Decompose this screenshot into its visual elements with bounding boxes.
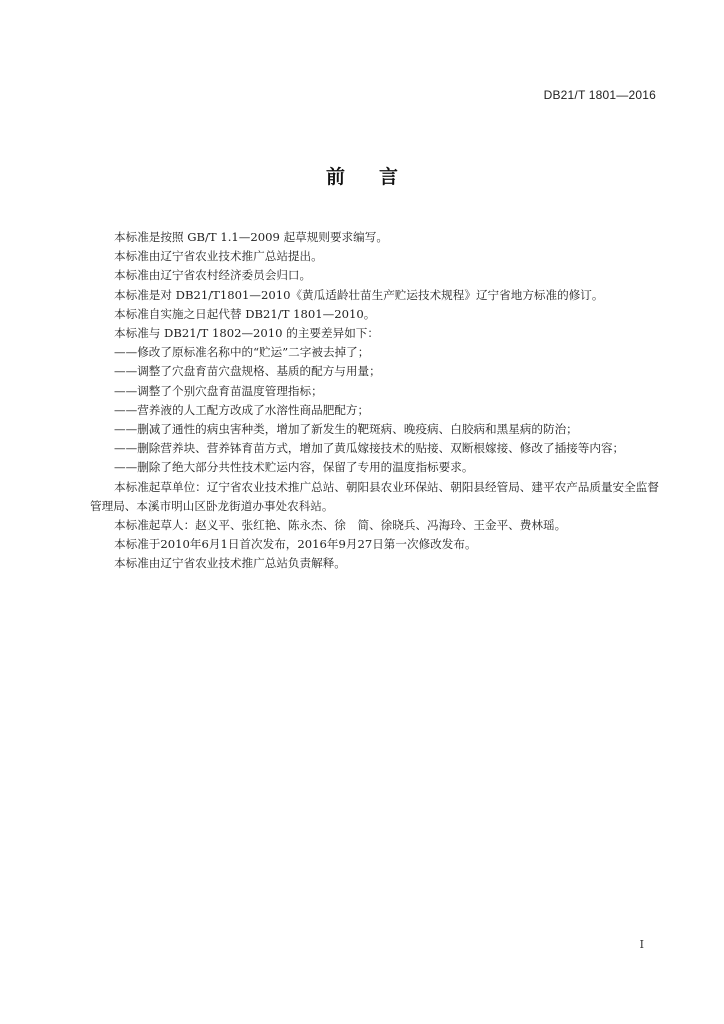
paragraph-proposer: 本标准由辽宁省农业技术推广总站提出。 xyxy=(114,249,323,264)
standard-code: DB21/T 1801—2016 xyxy=(543,88,656,102)
difference-item: ——删除了绝大部分共性技术贮运内容，保留了专用的温度指标要求。 xyxy=(114,460,474,475)
paragraph-release-dates: 本标准于2010年6月1日首次发布，2016年9月27日第一次修改发布。 xyxy=(114,537,477,552)
paragraph-main-differences: 本标准与 DB21/T 1802—2010 的主要差异如下： xyxy=(114,326,379,341)
foreword-body xyxy=(90,228,670,574)
paragraph-interpretation: 本标准由辽宁省农业技术推广总站负责解释。 xyxy=(114,556,346,571)
difference-item: ——调整了个别穴盘育苗温度管理指标； xyxy=(114,383,323,398)
paragraph-revision-of: 本标准是对 DB21/T1801—2010《黄瓜适龄壮苗生产贮运技术规程》辽宁省地方标准的修订。 xyxy=(114,287,604,302)
difference-item: ——删减了通性的病虫害种类，增加了新发生的靶斑病、晚疫病、白胶病和黑星病的防治； xyxy=(114,422,578,437)
title-char-2: 言 xyxy=(379,166,399,188)
paragraph-drafters: 本标准起草人：赵义平、张红艳、陈永杰、徐 简、徐晓兵、冯海玲、王金平、费林瑶。 xyxy=(114,518,567,533)
paragraph-replaces: 本标准自实施之日起代替 DB21/T 1801—2010。 xyxy=(114,306,376,321)
difference-item: ——调整了穴盘育苗穴盘规格、基质的配方与用量； xyxy=(114,364,381,379)
page-number: I xyxy=(639,938,644,951)
difference-item: ——删除营养块、营养钵育苗方式，增加了黄瓜嫁接技术的贴接、双断根嫁接、修改了插接等内容； xyxy=(114,441,625,456)
paragraph-drafting-units: 本标准起草单位：辽宁省农业技术推广总站、朝阳县农业环保站、朝阳县经管局、建平农产品质量安全监督管理局、本溪市明山区卧龙街道办事处农科站。 xyxy=(90,479,659,513)
title-char-1: 前 xyxy=(325,166,345,188)
paragraph-drafting-rule: 本标准是按照 GB/T 1.1—2009 起草规则要求编写。 xyxy=(114,230,388,244)
difference-item: ——营养液的人工配方改成了水溶性商品肥配方； xyxy=(114,402,370,417)
page-title xyxy=(0,162,724,189)
paragraph-centralized-by: 本标准由辽宁省农村经济委员会归口。 xyxy=(114,268,312,283)
difference-item: ——修改了原标准名称中的“贮运”二字被去掉了； xyxy=(114,345,370,360)
